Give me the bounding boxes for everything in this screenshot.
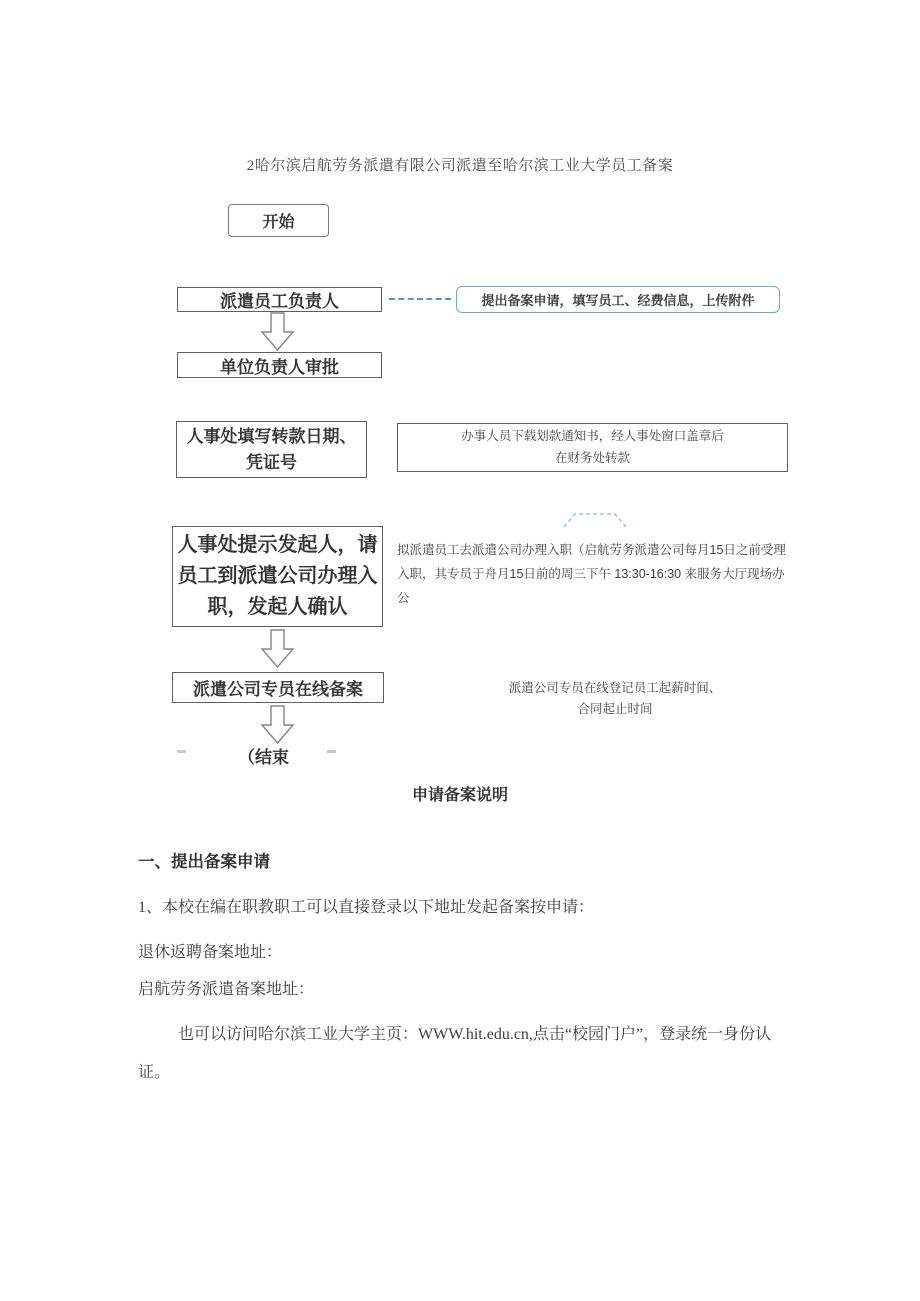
note-record-line1: 派遣公司专员在线登记员工起薪时间、 bbox=[508, 681, 722, 695]
dashed-bracket-decoration bbox=[562, 511, 628, 534]
oval-remnant-mark bbox=[177, 750, 186, 753]
note-transfer-line1: 办事人员下载划款通知书，经人事处窗口盖章后 bbox=[461, 429, 724, 444]
flowchart-node-online-record: 派遣公司专员在线备案 bbox=[172, 672, 384, 703]
paragraph-homepage-access: 也可以访问哈尔滨工业大学主页：WWW.hit.edu.cn,点击“校园门户”，登录统一身份认证。 bbox=[138, 1026, 772, 1081]
down-arrow-icon bbox=[260, 705, 296, 745]
note-record-line2: 合同起止时间 bbox=[577, 701, 653, 716]
down-arrow-icon bbox=[260, 312, 296, 352]
flowchart-node-hr-notify: 人事处提示发起人，请员工到派遣公司办理入职，发起人确认 bbox=[172, 526, 383, 627]
paragraph-login-instruction: 1、本校在编在职教职工可以直接登录以下地址发起备案按申请： bbox=[138, 899, 595, 916]
paragraph-qihang-address: 启航劳务派遣备案地址： bbox=[138, 981, 315, 998]
paragraph-retired-address: 退休返聘备案地址： bbox=[138, 944, 283, 961]
flowchart-note-onboard: 拟派遣员工去派遣公司办理入职（启航劳务派遣公司每月15日之前受理入职，其专员于舟月15日前的周三下午 13:30-16:30 来服务大厅现场办公 bbox=[397, 543, 786, 605]
flowchart-note-record bbox=[495, 678, 735, 719]
flowchart-node-unit-approve: 单位负责人审批 bbox=[177, 352, 382, 378]
flowchart-node-dispatch-lead: 派遣员工负责人 bbox=[177, 287, 382, 312]
flowchart-node-hr-transfer: 人事处填写转款日期、凭证号 bbox=[176, 421, 367, 478]
down-arrow-icon bbox=[260, 629, 296, 669]
flowchart-end-node: （结束 bbox=[238, 748, 289, 767]
dashed-connector-line bbox=[389, 298, 451, 300]
flowchart-start-node: 开始 bbox=[228, 204, 329, 237]
note-transfer-line2: 在财务处转款 bbox=[554, 450, 630, 465]
section-title: 申请备案说明 bbox=[411, 787, 508, 804]
document-title: 2哈尔滨启航劳务派遣有限公司派遣至哈尔滨工业大学员工备案 bbox=[246, 158, 674, 174]
flowchart-callout-apply: 提出备案申请，填写员工、经费信息，上传附件 bbox=[456, 286, 780, 313]
section-heading-apply: 一、提出备案申请 bbox=[138, 853, 270, 871]
flowchart-note-transfer bbox=[397, 423, 788, 472]
